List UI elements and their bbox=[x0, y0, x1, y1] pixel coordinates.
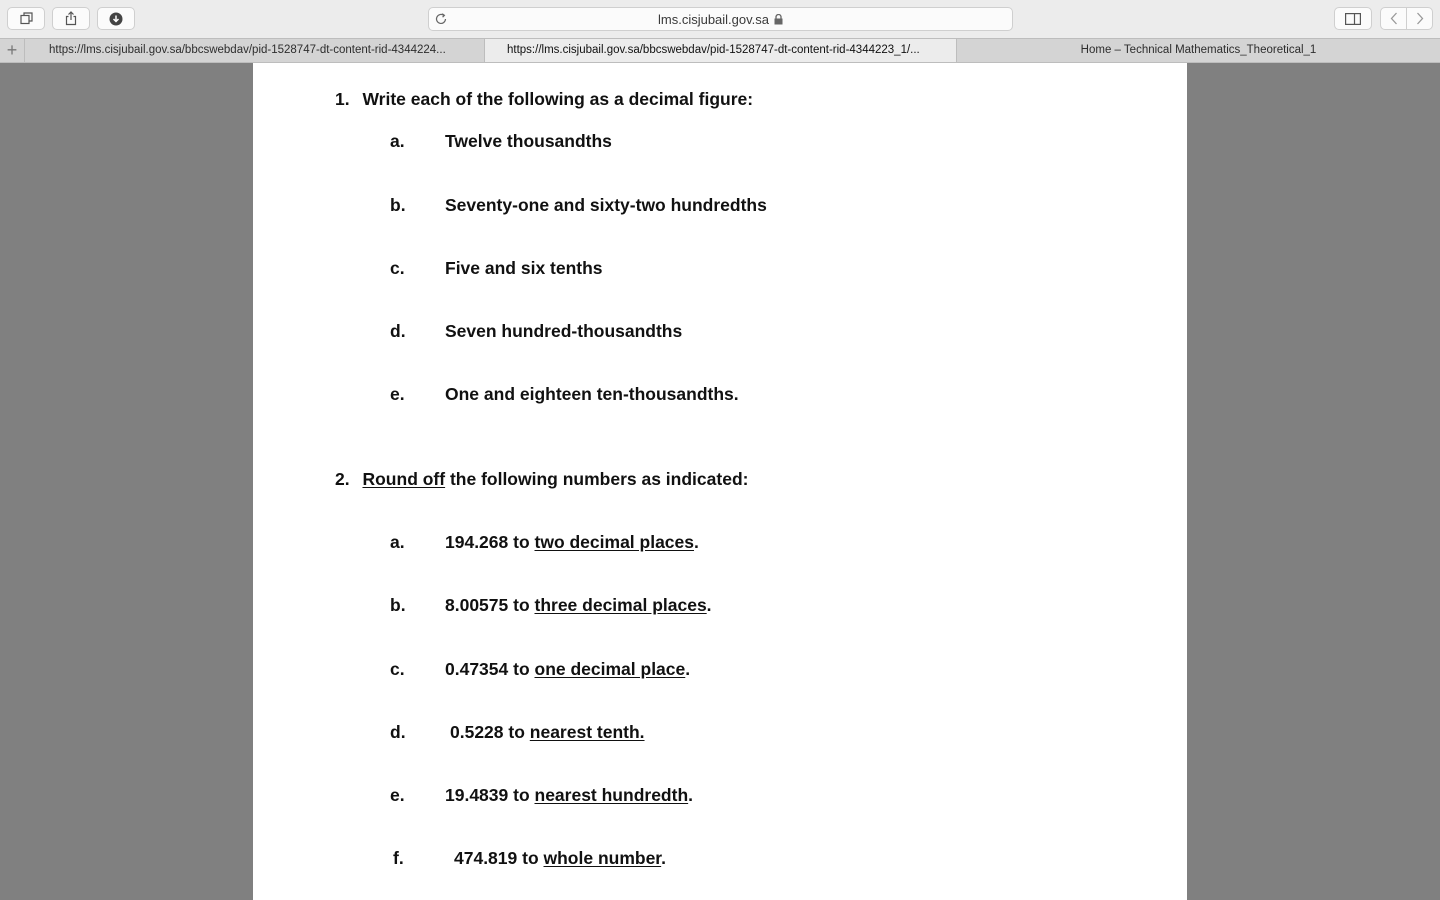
share-button[interactable] bbox=[52, 7, 90, 30]
question-1 bbox=[335, 89, 753, 110]
item-letter: a. bbox=[390, 532, 405, 552]
item-target: three decimal places bbox=[534, 595, 707, 615]
lock-icon bbox=[774, 14, 783, 25]
url-text: lms.cisjubail.gov.sa bbox=[657, 12, 770, 27]
question-2 bbox=[335, 469, 748, 490]
tab-1[interactable] bbox=[24, 39, 484, 62]
question-number: 2. bbox=[335, 469, 350, 489]
forward-button[interactable] bbox=[1406, 7, 1433, 30]
browser-toolbar bbox=[0, 0, 1440, 38]
item-value: 194.268 to bbox=[445, 532, 535, 552]
item-letter: a. bbox=[390, 131, 405, 151]
download-icon bbox=[109, 12, 123, 26]
tab-bar bbox=[0, 38, 1440, 63]
plus-icon: + bbox=[6, 40, 18, 60]
item-letter: d. bbox=[390, 722, 406, 742]
item-letter: b. bbox=[390, 195, 406, 215]
tab-3[interactable] bbox=[956, 39, 1440, 62]
item-value: 474.819 to bbox=[454, 848, 544, 868]
sidebar-icon bbox=[1345, 13, 1361, 25]
tab-title: https://lms.cisjubail.gov.sa/bbcswebdav/pid-1528747-dt-content-rid-4344223_1/... bbox=[507, 44, 920, 56]
sidebar-button[interactable] bbox=[1334, 7, 1372, 30]
item-text bbox=[445, 659, 690, 680]
tab-2-active[interactable] bbox=[484, 39, 956, 62]
item-text bbox=[450, 722, 645, 743]
address-bar[interactable] bbox=[428, 7, 1013, 31]
share-icon bbox=[64, 11, 78, 26]
item-letter: b. bbox=[390, 595, 406, 615]
item-letter: c. bbox=[390, 659, 405, 679]
question-prompt: Write each of the following as a decimal figure: bbox=[362, 89, 754, 109]
item-value: 0.47354 to bbox=[445, 659, 535, 679]
tab-title: https://lms.cisjubail.gov.sa/bbcswebdav/pid-1528747-dt-content-rid-4344224... bbox=[49, 44, 446, 56]
item-target: nearest hundredth bbox=[534, 785, 689, 805]
tab-title: Home – Technical Mathematics_Theoretical_1 bbox=[1080, 44, 1317, 56]
chevron-right-icon bbox=[1416, 12, 1424, 25]
item-text: Seventy-one and sixty-two hundredths bbox=[445, 195, 767, 215]
item-text: Five and six tenths bbox=[445, 258, 603, 278]
item-letter: e. bbox=[390, 384, 405, 404]
back-button[interactable] bbox=[1380, 7, 1407, 30]
url-display bbox=[429, 12, 1012, 27]
downloads-button[interactable] bbox=[97, 7, 135, 30]
item-target: two decimal places bbox=[534, 532, 695, 552]
chevron-left-icon bbox=[1390, 12, 1398, 25]
item-suffix: . bbox=[685, 659, 691, 679]
item-target: one decimal place bbox=[534, 659, 686, 679]
item-letter: d. bbox=[390, 321, 406, 341]
new-tab-button[interactable] bbox=[0, 39, 24, 62]
item-value: 8.00575 to bbox=[445, 595, 535, 615]
question-number: 1. bbox=[335, 89, 350, 109]
item-text: Seven hundred-thousandths bbox=[445, 321, 683, 341]
item-suffix: . bbox=[661, 848, 667, 868]
item-text: One and eighteen ten-thousandths. bbox=[445, 384, 739, 404]
item-letter: e. bbox=[390, 785, 405, 805]
tabs-overview-icon bbox=[20, 12, 33, 25]
item-text: Twelve thousandths bbox=[445, 131, 612, 151]
item-text bbox=[454, 848, 666, 869]
item-target: whole number bbox=[543, 848, 662, 868]
item-value: 19.4839 to bbox=[445, 785, 535, 805]
item-suffix: . bbox=[706, 595, 712, 615]
item-text bbox=[445, 532, 699, 553]
item-text bbox=[445, 785, 693, 806]
show-tabs-button[interactable] bbox=[7, 7, 45, 30]
round-off-underlined: Round off bbox=[362, 469, 446, 489]
item-value: 0.5228 to bbox=[450, 722, 530, 742]
item-suffix: . bbox=[688, 785, 694, 805]
item-suffix: . bbox=[694, 532, 699, 552]
item-target: nearest tenth. bbox=[529, 722, 645, 742]
item-letter: c. bbox=[390, 258, 405, 278]
question-prompt: the following numbers as indicated: bbox=[445, 469, 749, 489]
item-letter: f. bbox=[393, 848, 404, 868]
item-text bbox=[445, 595, 712, 616]
pdf-page bbox=[253, 63, 1187, 900]
